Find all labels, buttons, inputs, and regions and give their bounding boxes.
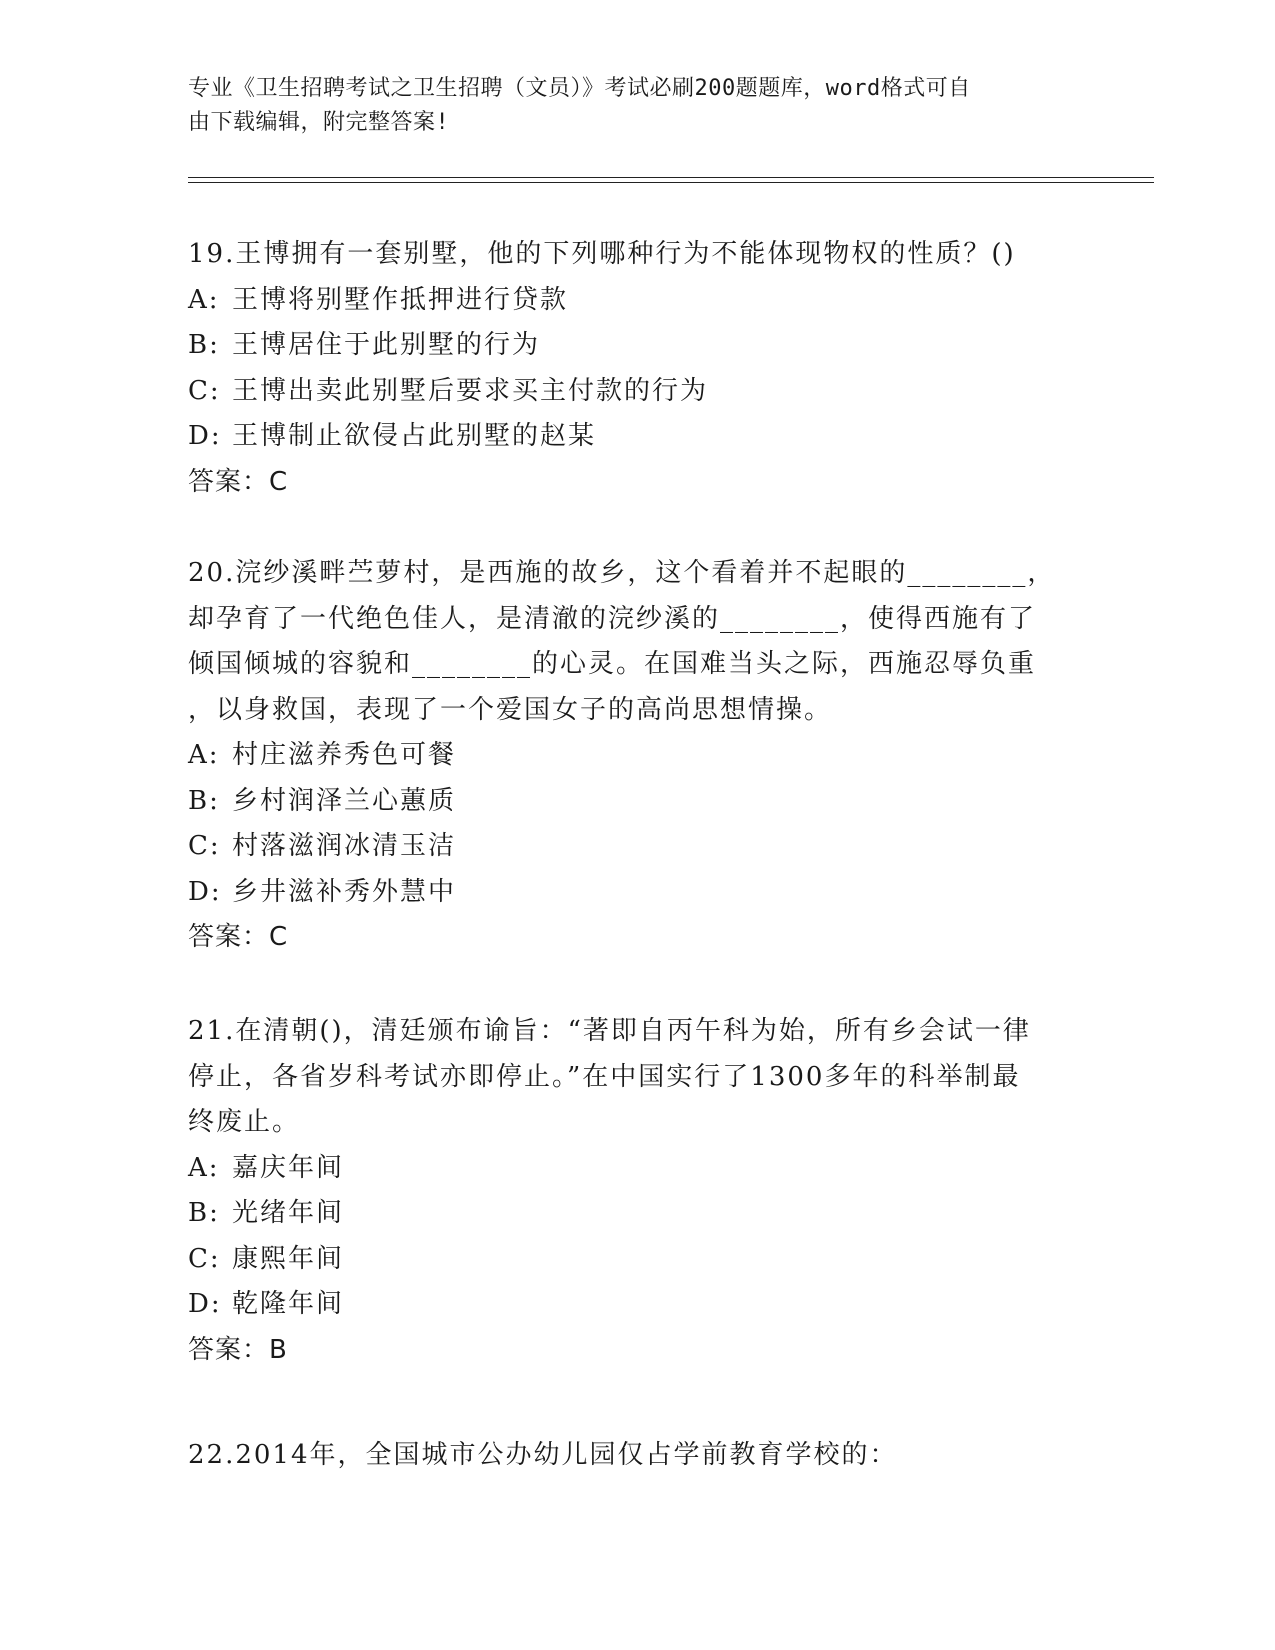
header-divider-top xyxy=(188,177,1154,178)
answer: 答案：B xyxy=(188,1334,288,1365)
option-text: 乾隆年间 xyxy=(232,1289,345,1319)
option-text: 乡井滋补秀外慧中 xyxy=(232,876,457,907)
option-letter: A: xyxy=(188,1152,220,1183)
question-stem-line: 20.浣纱溪畔苎萝村，是西施的故乡，这个看着并不起眼的________， xyxy=(188,558,1056,588)
option-letter: A: xyxy=(188,284,220,315)
answer: 答案：C xyxy=(188,466,289,497)
option-text: 康熙年间 xyxy=(232,1243,345,1274)
question-stem: 19.王博拥有一套别墅，他的下列哪种行为不能体现物权的性质？() xyxy=(188,239,1016,269)
option-d xyxy=(188,1282,1078,1328)
option-a xyxy=(188,278,1078,324)
question-19 xyxy=(188,232,1078,505)
question-stem: 22.2014年，全国城市公办幼儿园仅占学前教育学校的： xyxy=(188,1440,898,1470)
option-c xyxy=(188,369,1078,415)
option-text: 王博制止欲侵占此别墅的赵某 xyxy=(232,421,597,451)
option-c xyxy=(188,1237,1078,1283)
option-text: 王博出卖此别墅后要求买主付款的行为 xyxy=(232,375,709,406)
option-d xyxy=(188,870,1078,916)
option-letter: B: xyxy=(188,1198,220,1228)
option-letter: A: xyxy=(188,740,220,770)
question-stem-line: 却孕育了一代绝色佳人，是清澈的浣纱溪的________，使得西施有了 xyxy=(188,603,1037,634)
option-text: 王博居住于此别墅的行为 xyxy=(232,330,541,360)
document-header xyxy=(188,72,1068,140)
option-text: 村落滋润冰清玉洁 xyxy=(232,831,457,861)
option-letter: D: xyxy=(188,421,222,451)
header-line-1: 专业《卫生招聘考试之卫生招聘（文员）》考试必刷200题题库，word格式可自 xyxy=(188,76,971,101)
option-letter: C: xyxy=(188,1243,221,1274)
option-letter: D: xyxy=(188,876,222,907)
option-letter: B: xyxy=(188,330,220,360)
answer: 答案：C xyxy=(188,922,289,952)
question-20 xyxy=(188,551,1078,961)
option-letter: C: xyxy=(188,831,221,861)
option-b xyxy=(188,323,1078,369)
option-d xyxy=(188,414,1078,460)
option-letter: C: xyxy=(188,375,221,406)
option-text: 乡村润泽兰心蕙质 xyxy=(232,785,457,816)
option-letter: D: xyxy=(188,1289,222,1319)
header-line-2: 由下载编辑，附完整答案! xyxy=(188,110,450,135)
option-text: 嘉庆年间 xyxy=(232,1152,345,1183)
option-letter: B: xyxy=(188,785,220,816)
question-stem-line: 倾国倾城的容貌和________的心灵。在国难当头之际，西施忍辱负重 xyxy=(188,649,1037,679)
option-text: 王博将别墅作抵押进行贷款 xyxy=(232,284,569,315)
option-a xyxy=(188,1146,1078,1192)
option-text: 光绪年间 xyxy=(232,1198,345,1228)
question-stem-line: ，以身救国，表现了一个爱国女子的高尚思想情操。 xyxy=(188,694,833,725)
question-stem-line: 停止，各省岁科考试亦即停止。”在中国实行了1300多年的科举制最 xyxy=(188,1061,1021,1092)
option-b xyxy=(188,779,1078,825)
option-c xyxy=(188,824,1078,870)
question-22 xyxy=(188,1433,1078,1479)
question-21 xyxy=(188,1009,1078,1373)
option-b xyxy=(188,1191,1078,1237)
question-stem-line: 终废止。 xyxy=(188,1107,301,1137)
option-text: 村庄滋养秀色可餐 xyxy=(232,740,457,770)
question-stem-line: 21.在清朝()，清廷颁布谕旨：“著即自丙午科为始，所有乡会试一律 xyxy=(188,1016,1031,1046)
header-divider-bottom xyxy=(188,182,1154,183)
option-a xyxy=(188,733,1078,779)
